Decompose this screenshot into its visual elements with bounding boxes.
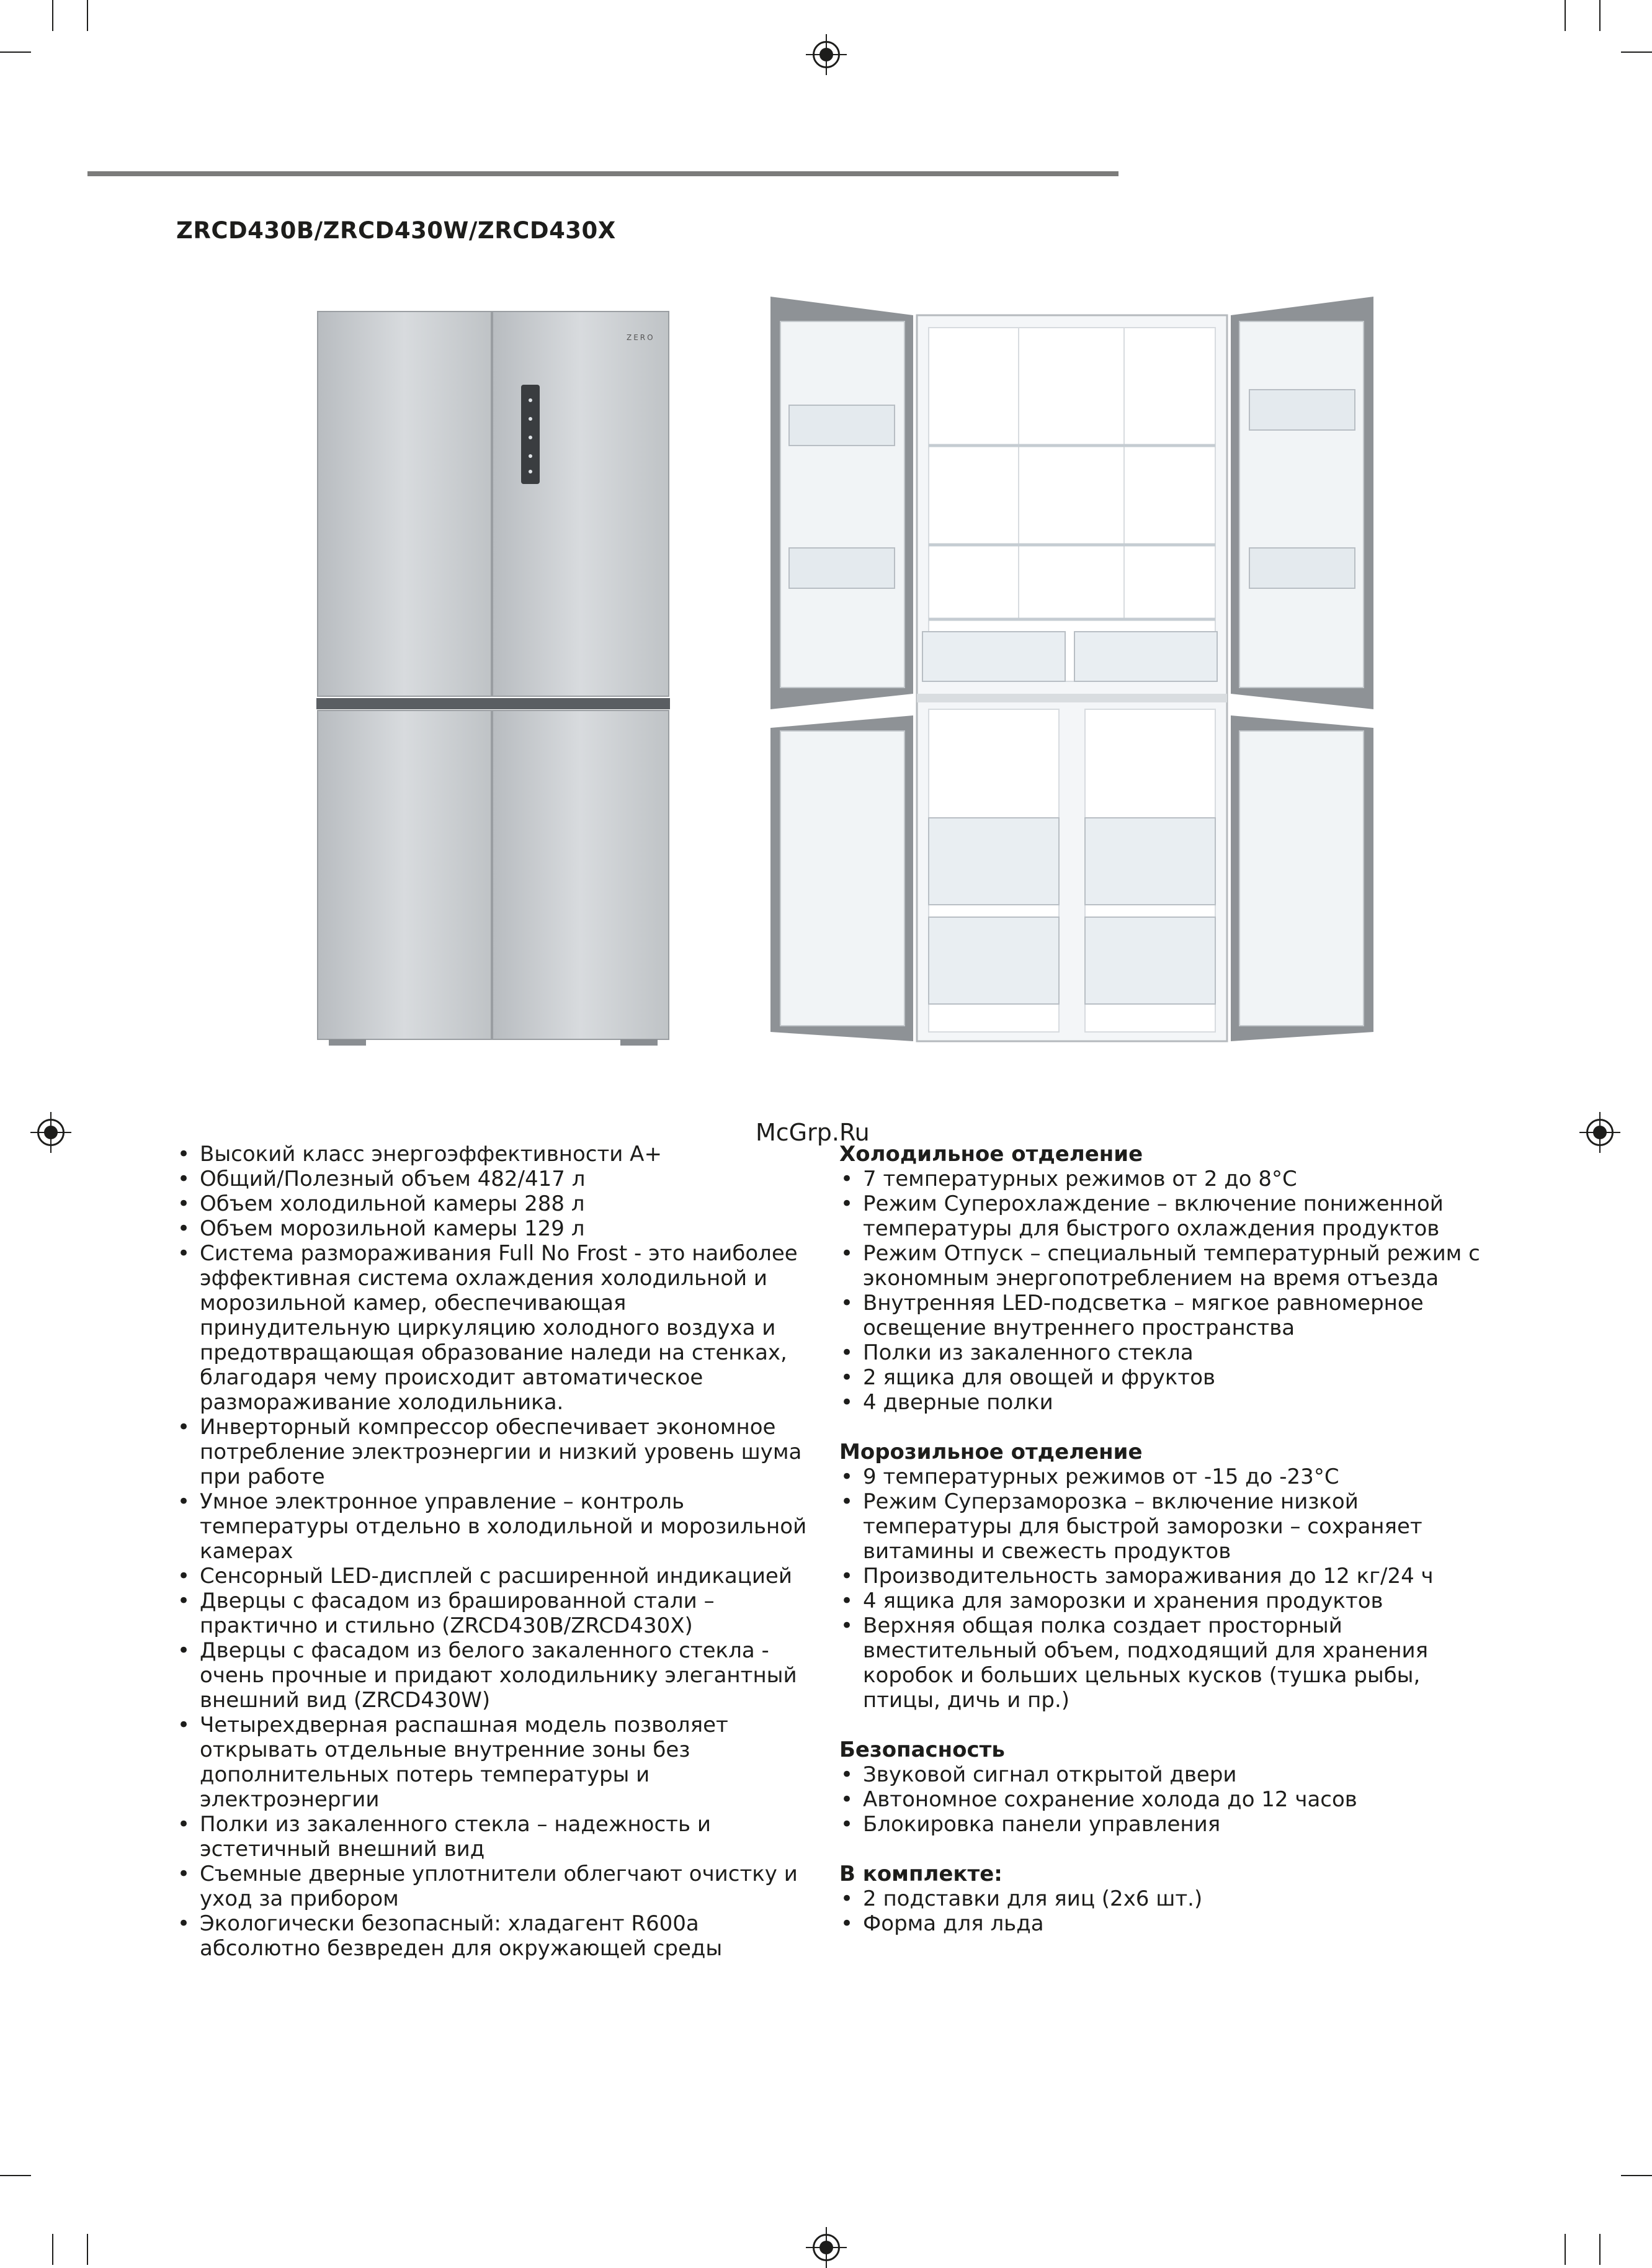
list-item: • Дверцы с фасадом из белого закаленного стекла - очень прочные и придают холодильнику элегантный внешний вид (ZRCD430W) (176, 1638, 821, 1713)
list-item: • Режим Отпуск – специальный температурный режим с экономным энергопотреблением на время отъезда (839, 1241, 1485, 1291)
list-item: • Объем холодильной камеры 288 л (176, 1191, 821, 1216)
list-item: • Система размораживания Full No Frost - это наиболее эффективная система охлаждения холодильной и морозильной камер, обеспечивающая принудительную циркуляцию холодного воздуха и предотвращающая образование наледи на стенках, благодаря чему происходит автоматическое размораживание холодильника. (176, 1241, 821, 1415)
crop-mark (87, 2234, 88, 2265)
list-item: • Дверцы с фасадом из брашированной стали – практично и стильно (ZRCD430B/ZRCD430X) (176, 1589, 821, 1638)
registration-mark-icon (37, 1119, 65, 1146)
fridge-closed-image (316, 310, 670, 1046)
registration-mark-icon (813, 41, 840, 68)
crop-mark (1599, 0, 1601, 31)
list-item: • Режим Суперохлаждение – включение пониженной температуры для быстрого охлаждения продуктов (839, 1191, 1485, 1241)
list-item: • 2 ящика для овощей и фруктов (839, 1365, 1485, 1390)
list-item: • 4 ящика для заморозки и хранения продуктов (839, 1589, 1485, 1613)
list-item: • Верхняя общая полка создает просторный вместительный объем, подходящий для хранения коробок и больших цельных кусков (тушка рыбы, птицы, дичь и пр.) (839, 1613, 1485, 1713)
freezer-list (839, 1464, 1485, 1713)
crop-mark (1621, 52, 1652, 53)
safety-list (839, 1762, 1485, 1837)
list-item: • Форма для льда (839, 1911, 1485, 1936)
crop-mark (1565, 0, 1566, 31)
list-item: • Полки из закаленного стекла (839, 1340, 1485, 1365)
watermark: McGrp.Ru (756, 1119, 870, 1146)
feature-list (176, 1142, 821, 1961)
crop-mark (0, 2175, 31, 2176)
list-item: • 9 температурных режимов от -15 до -23°C (839, 1464, 1485, 1489)
list-item: • Общий/Полезный объем 482/417 л (176, 1167, 821, 1191)
crop-mark (1599, 2234, 1601, 2265)
list-item: • 4 дверные полки (839, 1390, 1485, 1415)
list-item: • Блокировка панели управления (839, 1812, 1485, 1837)
header-rule (87, 171, 1118, 176)
model-title: ZRCD430B/ZRCD430W/ZRCD430X (176, 217, 616, 244)
list-item: • Производительность замораживания до 12 кг/24 ч (839, 1564, 1485, 1589)
list-item: • Съемные дверные уплотнители облегчают очистку и уход за прибором (176, 1862, 821, 1911)
fridge-open-image (758, 297, 1386, 1047)
brand-logo: ZERO (627, 333, 655, 342)
registration-mark-icon (1586, 1119, 1614, 1146)
list-item: • 2 подставки для яиц (2х6 шт.) (839, 1886, 1485, 1911)
list-item: • Полки из закаленного стекла – надежность и эстетичный внешний вид (176, 1812, 821, 1862)
list-item: • Звуковой сигнал открытой двери (839, 1762, 1485, 1787)
section-title-safety: Безопасность (839, 1737, 1005, 1762)
list-item: • Четырехдверная распашная модель позволяет открывать отдельные внутренние зоны без дополнительных потерь температуры и электроэнергии (176, 1713, 821, 1812)
list-item: • Умное электронное управление – контроль температуры отдельно в холодильной и морозильной камерах (176, 1489, 821, 1564)
right-feature-column (839, 1142, 1485, 1936)
section-title-fridge: Холодильное отделение (839, 1142, 1143, 1167)
list-item: • Автономное сохранение холода до 12 часов (839, 1787, 1485, 1812)
list-item: • Внутренняя LED-подсветка – мягкое равномерное освещение внутреннего пространства (839, 1291, 1485, 1340)
crop-mark (87, 0, 88, 31)
section-title-package: В комплекте: (839, 1862, 1002, 1886)
package-list (839, 1886, 1485, 1936)
list-item: • Экологически безопасный: хладагент R600a абсолютно безвреден для окружающей среды (176, 1911, 821, 1961)
list-item: • Высокий класс энергоэффективности А+ (176, 1142, 821, 1167)
crop-mark (52, 2234, 53, 2265)
crop-mark (1621, 2175, 1652, 2176)
list-item: • Инверторный компрессор обеспечивает экономное потребление электроэнергии и низкий уровень шума при работе (176, 1415, 821, 1489)
list-item: • Объем морозильной камеры 129 л (176, 1216, 821, 1241)
crop-mark (0, 52, 31, 53)
list-item: • Сенсорный LED-дисплей с расширенной индикацией (176, 1564, 821, 1589)
left-feature-column (176, 1142, 821, 1961)
list-item: • Режим Суперзаморозка – включение низкой температуры для быстрой заморозки – сохраняет витамины и свежесть продуктов (839, 1489, 1485, 1564)
section-title-freezer: Морозильное отделение (839, 1440, 1143, 1464)
fridge-list (839, 1167, 1485, 1415)
list-item: • 7 температурных режимов от 2 до 8°C (839, 1167, 1485, 1191)
registration-mark-icon (813, 2234, 840, 2261)
crop-mark (1565, 2234, 1566, 2265)
crop-mark (52, 0, 53, 31)
